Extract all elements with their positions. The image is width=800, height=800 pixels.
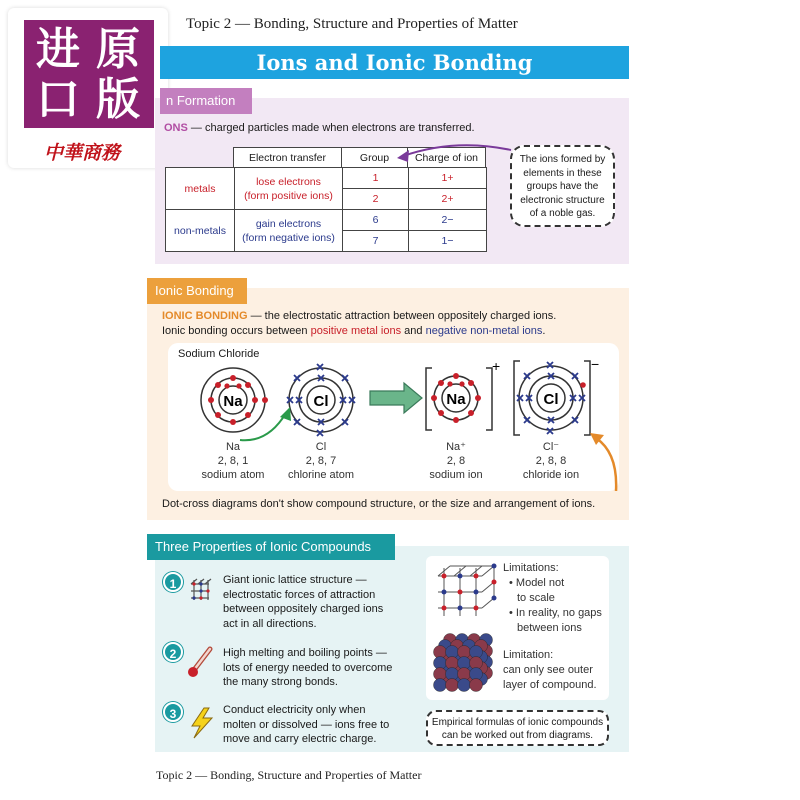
- logo-char: 原: [96, 24, 140, 75]
- atom-name: Cl⁻: [542, 441, 560, 453]
- chlorine-atom-diagram: [287, 364, 355, 436]
- ion-sphere: [434, 679, 447, 692]
- sodium-ion-diagram: [426, 358, 500, 430]
- atom-name: Cl: [315, 441, 327, 453]
- lightning-icon: [186, 706, 216, 740]
- chloride-ion-caption: [506, 440, 596, 482]
- model-limitation-2: [503, 648, 597, 693]
- charge-cell: 2−: [409, 210, 487, 231]
- ion-sphere: [470, 679, 483, 692]
- charge-cell: 1−: [409, 231, 487, 252]
- atom-symbol: Na: [223, 393, 243, 410]
- properties-tag: Three Properties of Ionic Compounds: [147, 534, 395, 560]
- publisher-name: 中華商務: [44, 142, 121, 164]
- nonmetals-label: non-metals: [166, 210, 235, 252]
- metals-label: metals: [166, 168, 235, 210]
- empirical-formula-note: [426, 710, 609, 746]
- charge-cell: 2+: [409, 189, 487, 210]
- ion-sphere: [458, 679, 471, 692]
- property-line: lots of energy needed to overcome: [223, 661, 393, 674]
- property-line: move and carry electric charge.: [223, 733, 377, 745]
- noble-gas-callout: The ions formed by elements in these groups have the electronic structure of a noble gas.: [510, 145, 615, 227]
- bonding-text: Ionic bonding occurs between: [162, 325, 311, 337]
- group-cell: 2: [343, 189, 409, 210]
- nonmetals-transfer: [235, 210, 343, 252]
- limitation-heading: Limitation:: [503, 649, 554, 661]
- nonmetals-transfer-line: gain electrons: [255, 217, 322, 230]
- positive-ions-text: positive metal ions: [310, 325, 402, 337]
- group-cell: 7: [343, 231, 409, 252]
- property-line: act in all directions.: [223, 617, 317, 630]
- ion-formation-table: [165, 167, 487, 252]
- publisher-logo-box: [24, 20, 154, 128]
- property-line: Giant ionic lattice structure —: [223, 574, 367, 586]
- page-footer: Topic 2 — Bonding, Structure and Properties of Matter: [156, 768, 422, 782]
- property-line: Conduct electricity only when: [223, 704, 366, 716]
- logo-char: 口: [36, 74, 80, 125]
- property-lattice: [223, 573, 413, 631]
- topic-header: Topic 2 — Bonding, Structure and Properties of Matter: [186, 16, 518, 32]
- ionic-bonding-keyword: IONIC BONDING: [162, 310, 248, 322]
- metals-transfer-line: lose electrons: [256, 175, 321, 188]
- diagram-title: Sodium Chloride: [178, 348, 260, 360]
- callout-arrow: [395, 138, 515, 174]
- ball-and-stick-model: [430, 558, 498, 624]
- atom-desc: sodium ion: [429, 469, 483, 481]
- dot-cross-note: Dot-cross diagrams don't show compound structure, or the size and arrangement of ions.: [162, 498, 596, 510]
- nonmetals-transfer-line: (form negative ions): [242, 231, 335, 244]
- metals-transfer-line: (form positive ions): [244, 189, 333, 202]
- limitation-line: can only see outer: [503, 664, 593, 676]
- sodium-ion-caption: [411, 440, 501, 482]
- charge-cell: 1+: [409, 168, 487, 189]
- table-header: Group: [342, 148, 408, 169]
- property-conductivity: [223, 703, 413, 747]
- logo-char: 进: [36, 24, 80, 75]
- publisher-badge: [8, 8, 168, 168]
- atom-config: 2, 8, 8: [535, 455, 567, 467]
- limitation-line: to scale: [517, 592, 555, 604]
- atom-desc: chloride ion: [522, 469, 580, 481]
- atom-config: 2, 8, 1: [217, 455, 249, 467]
- property-line: electrostatic forces of attraction: [223, 588, 376, 601]
- ion-formation-tag: n Formation: [160, 88, 252, 114]
- property-number: 1: [163, 572, 183, 592]
- logo-char: 版: [96, 74, 140, 125]
- limitation-line: between ions: [517, 622, 582, 634]
- limitation-line: • Model not: [509, 577, 565, 589]
- atom-desc: chlorine atom: [287, 469, 355, 481]
- ion-charge: −: [591, 356, 600, 372]
- page-title: Ions and Ionic Bonding: [160, 46, 629, 79]
- space-filling-model: [430, 630, 498, 696]
- ionic-bonding-tag: Ionic Bonding: [147, 278, 247, 304]
- atom-name: Na: [225, 441, 241, 453]
- limitation-heading: Limitations:: [503, 562, 559, 574]
- limitation-line: layer of compound.: [503, 679, 597, 691]
- property-number: 3: [163, 702, 183, 722]
- group-cell: 6: [343, 210, 409, 231]
- atom-config: 2, 8, 7: [305, 455, 337, 467]
- empirical-line: Empirical formulas of ionic compounds: [431, 717, 604, 728]
- property-melting: [223, 646, 413, 690]
- property-number: 2: [163, 642, 183, 662]
- model-limitations: [503, 561, 602, 636]
- thermometer-icon: [186, 646, 216, 680]
- ion-sphere: [446, 679, 459, 692]
- property-line: molten or dissolved — ions free to: [223, 718, 390, 731]
- ions-definition-text: — charged particles made when electrons are transferred.: [187, 122, 475, 134]
- bonding-text: and: [401, 325, 426, 337]
- ionic-bonding-definition: [162, 309, 556, 339]
- atom-symbol: Cl: [543, 391, 559, 408]
- atom-symbol: Na: [446, 391, 466, 408]
- sodium-atom-caption: [188, 440, 278, 482]
- ions-definition: [164, 122, 475, 134]
- ion-charge: +: [492, 358, 501, 374]
- group-cell: 1: [343, 168, 409, 189]
- ions-keyword: ONS: [164, 122, 188, 134]
- ionic-bonding-definition-text: — the electrostatic attraction between oppositely charged ions.: [247, 310, 557, 322]
- negative-ions-text: negative non-metal ions: [425, 325, 543, 337]
- property-line: between oppositely charged ions: [223, 603, 384, 615]
- atom-desc: sodium atom: [201, 469, 265, 481]
- atom-name: Na⁺: [446, 441, 466, 453]
- empirical-line: can be worked out from diagrams.: [441, 730, 594, 741]
- chlorine-atom-caption: [276, 440, 366, 482]
- chloride-ion-diagram: [514, 356, 599, 435]
- lattice-icon: [188, 576, 214, 602]
- sodium-atom-diagram: [201, 368, 268, 432]
- atom-symbol: Cl: [313, 393, 329, 410]
- property-line: the many strong bonds.: [223, 676, 338, 688]
- metals-transfer: [235, 168, 343, 210]
- bonding-text: .: [542, 325, 546, 337]
- limitation-line: • In reality, no gaps: [509, 607, 602, 619]
- table-header: Charge of ion: [408, 148, 486, 169]
- property-line: High melting and boiling points —: [223, 647, 387, 659]
- atom-config: 2, 8: [446, 455, 466, 467]
- table-header: Electron transfer: [234, 148, 342, 169]
